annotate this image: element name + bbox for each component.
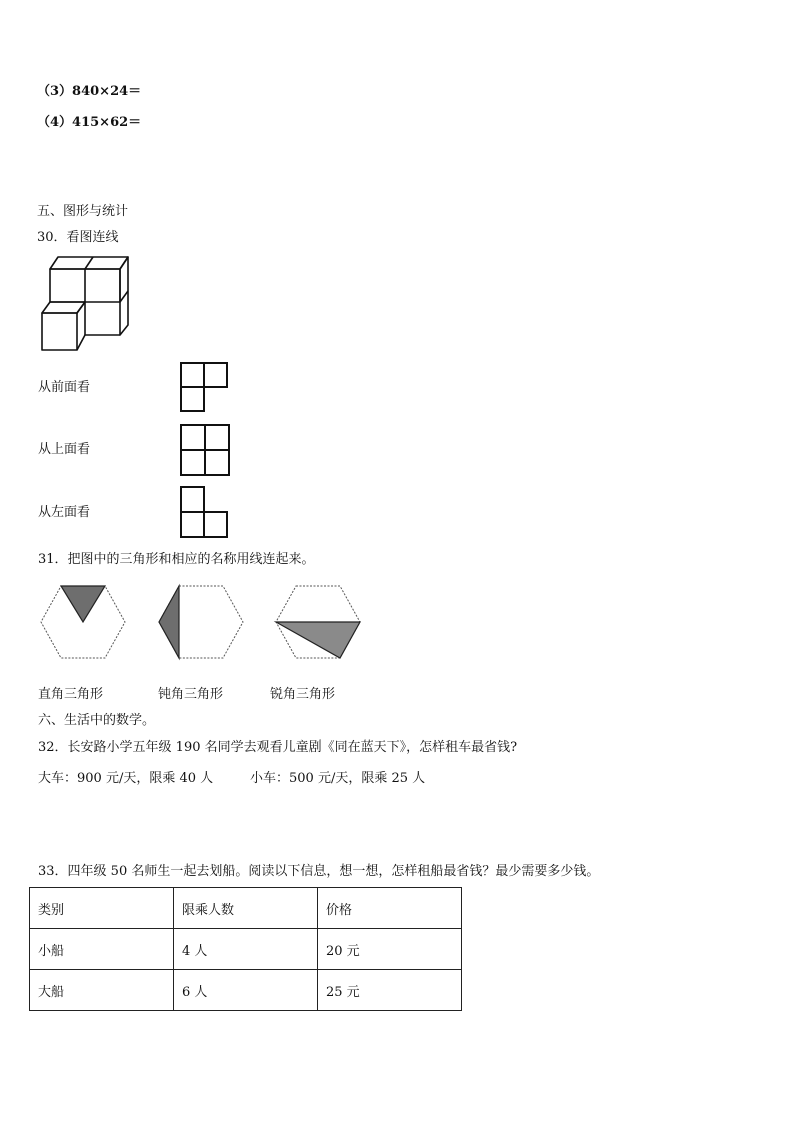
cube-stack-figure (38, 255, 133, 355)
boat-price-table (29, 887, 462, 1011)
table-cell: 6 人 (174, 970, 318, 1011)
calc-item-3: （3）840×24＝ (37, 84, 142, 99)
section-6-title: 六、生活中的数学。 (38, 713, 156, 728)
table-header-cell: 限乘人数 (174, 888, 318, 929)
table-row (30, 929, 462, 970)
hexagon-right-triangle (38, 584, 128, 662)
left-view-grid (180, 486, 230, 539)
front-view-grid (180, 362, 230, 414)
view-label-left: 从左面看 (38, 505, 91, 520)
triangle-name-acute: 锐角三角形 (270, 687, 336, 702)
table-header-cell: 类别 (30, 888, 174, 929)
section-5-title: 五、图形与统计 (37, 204, 129, 219)
q32-small-car: 小车：500 元/天，限乘 25 人 (250, 771, 426, 786)
triangle-name-right: 直角三角形 (38, 687, 104, 702)
top-view-grid (180, 424, 232, 478)
q32-big-car: 大车：900 元/天，限乘 40 人 (38, 771, 214, 786)
q31-title: 31．把图中的三角形和相应的名称用线连起来。 (38, 552, 315, 567)
table-row (30, 970, 462, 1011)
hexagon-obtuse-triangle (156, 584, 246, 662)
table-cell: 4 人 (174, 929, 318, 970)
table-cell: 25 元 (318, 970, 462, 1011)
view-label-front: 从前面看 (38, 380, 91, 395)
q33-title: 33．四年级 50 名师生一起去划船。阅读以下信息，想一想，怎样租船最省钱？最少需要多少钱。 (38, 864, 600, 879)
q32-title: 32．长安路小学五年级 190 名同学去观看儿童剧《同在蓝天下》，怎样租车最省钱? (38, 740, 518, 755)
table-cell: 大船 (30, 970, 174, 1011)
hexagon-acute-triangle (273, 584, 363, 662)
calc-item-4: （4）415×62＝ (37, 115, 142, 130)
triangle-name-obtuse: 钝角三角形 (158, 687, 224, 702)
q30-title: 30．看图连线 (37, 230, 119, 245)
table-cell: 20 元 (318, 929, 462, 970)
view-label-top: 从上面看 (38, 442, 91, 457)
table-header-row (30, 888, 462, 929)
table-header-cell: 价格 (318, 888, 462, 929)
table-cell: 小船 (30, 929, 174, 970)
